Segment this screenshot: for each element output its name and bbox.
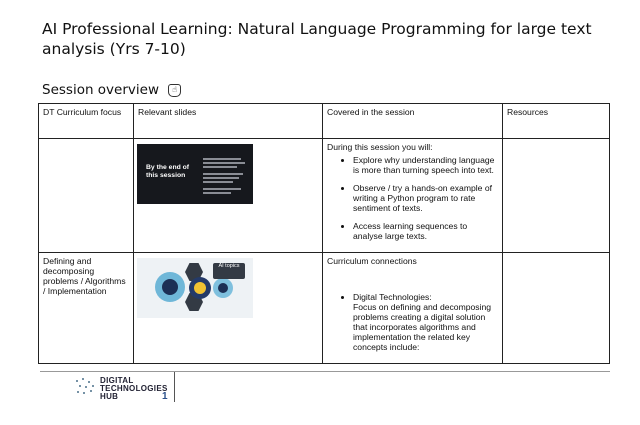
covered-intro: During this session you will: bbox=[327, 142, 433, 152]
table-row bbox=[39, 139, 610, 253]
list-item: • Explore why understanding language is more than turning speech into text. bbox=[353, 155, 498, 175]
overview-heading-text: Session overview bbox=[42, 82, 159, 98]
table-row bbox=[39, 253, 610, 364]
cell-focus bbox=[39, 139, 134, 253]
hand-cursor-icon: ☝ bbox=[168, 84, 181, 97]
col-header-focus: DT Curriculum focus bbox=[39, 104, 134, 139]
bullet-title: Digital Technologies: bbox=[353, 292, 432, 302]
footer-divider bbox=[40, 371, 610, 372]
cell-slides bbox=[134, 139, 323, 253]
slide-label: AI topics bbox=[213, 263, 245, 279]
cell-slides bbox=[134, 253, 323, 364]
list-item: • Access learning sequences to analyse large texts. bbox=[353, 221, 498, 241]
slide-title: By the end of this session bbox=[146, 164, 190, 179]
focus-text: Defining and decomposing problems / Algorithms / Implementation bbox=[43, 256, 126, 296]
bullet-text: Focus on defining and decomposing problems creating a digital solution that incorporates algorithms and implementation the related key concepts include: bbox=[353, 302, 492, 352]
logo-text-line1: DIGITAL bbox=[100, 376, 134, 385]
session-overview-heading bbox=[42, 82, 181, 98]
curriculum-heading: Curriculum connections bbox=[327, 256, 417, 266]
document-title: AI Professional Learning: Natural Language Programming for large text analysis (Yrs 7-10) bbox=[42, 20, 592, 58]
cell-resources bbox=[503, 139, 610, 253]
col-header-slides: Relevant slides bbox=[134, 104, 323, 139]
dt-hub-logo bbox=[74, 377, 168, 401]
dots-icon bbox=[74, 377, 96, 397]
col-header-resources: Resources bbox=[503, 104, 610, 139]
page-number: 1 bbox=[162, 391, 168, 402]
cell-focus bbox=[39, 253, 134, 364]
session-table bbox=[38, 103, 610, 364]
table-header-row bbox=[39, 104, 610, 139]
col-header-covered: Covered in the session bbox=[323, 104, 503, 139]
slide-thumbnail[interactable] bbox=[137, 258, 253, 318]
footer-vertical-bar bbox=[174, 372, 175, 402]
covered-list bbox=[327, 155, 498, 241]
cell-covered bbox=[323, 139, 503, 253]
slide-thumbnail[interactable] bbox=[137, 144, 253, 204]
list-item bbox=[353, 292, 498, 352]
logo-text-line2: TECHNOLOGIES bbox=[100, 384, 168, 393]
list-item: • Observe / try a hands-on example of writing a Python program to rate sentiment of texts. bbox=[353, 183, 498, 213]
curriculum-list bbox=[327, 292, 498, 352]
cell-covered bbox=[323, 253, 503, 364]
cell-resources bbox=[503, 253, 610, 364]
logo-text-line3: HUB bbox=[100, 392, 119, 401]
